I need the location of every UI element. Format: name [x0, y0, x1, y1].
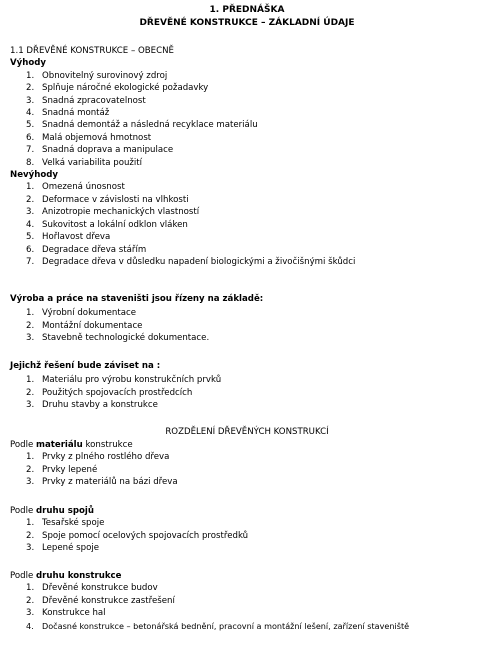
division-title: ROZDĚLENÍ DŘEVĚNÝCH KONSTRUKCÍ	[165, 427, 329, 437]
lecture-title: 1. PŘEDNÁŠKA	[209, 5, 285, 15]
by-material-heading: Podle materiálu konstrukce	[10, 440, 133, 450]
by-joints-list	[10, 517, 490, 554]
list-item: 1. Obnovitelný surovinový zdroj	[26, 70, 168, 81]
list-item: 3. Anizotropie mechanických vlastností	[26, 207, 200, 218]
list-item: 1. Prvky z plného rostlého dřeva	[26, 452, 170, 463]
list-item: 2. Spoje pomocí ocelových spojovacích prostředků	[26, 530, 249, 541]
list-item: 4. Snadná montáž	[26, 108, 110, 119]
list-item: 2. Deformace v závislosti na vlhkosti	[26, 194, 189, 205]
list-item: 3. Stavebně technologické dokumentace.	[26, 333, 210, 344]
list-item: 5. Snadná demontáž a následná recyklace materiálu	[26, 120, 258, 131]
list-item: 4. Sukovitost a lokální odklon vláken	[26, 219, 188, 230]
by-material-list	[10, 451, 490, 488]
list-item: 1. Výrobní dokumentace	[26, 308, 136, 319]
section-by-material	[10, 439, 490, 489]
list-item: 6. Degradace dřeva stářím	[26, 244, 147, 255]
list-item: 2. Prvky lepené	[26, 464, 98, 475]
site-work-heading: Výroba a práce na staveništi jsou řízeny na základě:	[10, 294, 264, 304]
list-item: 1. Omezená únosnost	[26, 182, 125, 193]
list-item: 1. Dřevěné konstrukce budov	[26, 583, 158, 594]
list-item: 4. Dočasné konstrukce – betonářská bednění, pracovní a montážní lešení, zařízení staveniště	[26, 620, 410, 631]
advantages-list	[10, 70, 490, 169]
section-solution	[10, 360, 490, 412]
list-item: 2. Použitých spojovacích prostředcích	[26, 387, 193, 398]
list-item: 6. Malá objemová hmotnost	[26, 132, 152, 143]
list-item: 3. Lepené spoje	[26, 543, 99, 554]
section-by-construction	[10, 570, 490, 632]
list-item: 2. Splňuje náročné ekologické požadavky	[26, 83, 209, 94]
list-item: 5. Hořlavost dřeva	[26, 232, 111, 243]
list-item: 3. Prvky z materiálů na bázi dřeva	[26, 477, 178, 488]
advantages-heading: Výhody	[10, 58, 47, 69]
list-item: 2. Dřevěné konstrukce zastřešení	[26, 595, 175, 606]
list-item: 1. Materiálu pro výrobu konstrukčních prvků	[26, 375, 222, 386]
list-item: 1. Tesařské spoje	[26, 518, 105, 529]
list-item: 7. Degradace dřeva v důsledku napadení biologickými a živočišnými škůdci	[26, 256, 356, 267]
list-item: 7. Snadná doprava a manipulace	[26, 145, 174, 156]
site-work-list	[10, 307, 490, 344]
list-item: 3. Druhu stavby a konstrukce	[26, 400, 158, 411]
solution-list	[10, 374, 490, 411]
list-item: 3. Konstrukce hal	[26, 608, 106, 619]
section-general	[10, 45, 490, 268]
disadvantages-heading: Nevýhody	[10, 170, 58, 181]
lecture-subtitle: DŘEVĚNÉ KONSTRUKCE – ZÁKLADNÍ ÚDAJE	[139, 18, 355, 28]
section-title: 1.1 DŘEVĚNÉ KONSTRUKCE – OBECNĚ	[10, 46, 174, 56]
by-construction-list	[10, 582, 490, 632]
section-site-work	[10, 293, 490, 345]
solution-heading: Jejichž řešení bude záviset na :	[10, 361, 161, 371]
by-joints-heading: Podle druhu spojů	[10, 506, 94, 516]
disadvantages-list	[10, 181, 490, 268]
by-construction-heading: Podle druhu konstrukce	[10, 571, 122, 581]
list-item: 2. Montážní dokumentace	[26, 320, 143, 331]
section-by-joints	[10, 505, 490, 555]
list-item: 8. Velká variabilita použití	[26, 157, 143, 168]
list-item: 3. Snadná zpracovatelnost	[26, 95, 146, 106]
